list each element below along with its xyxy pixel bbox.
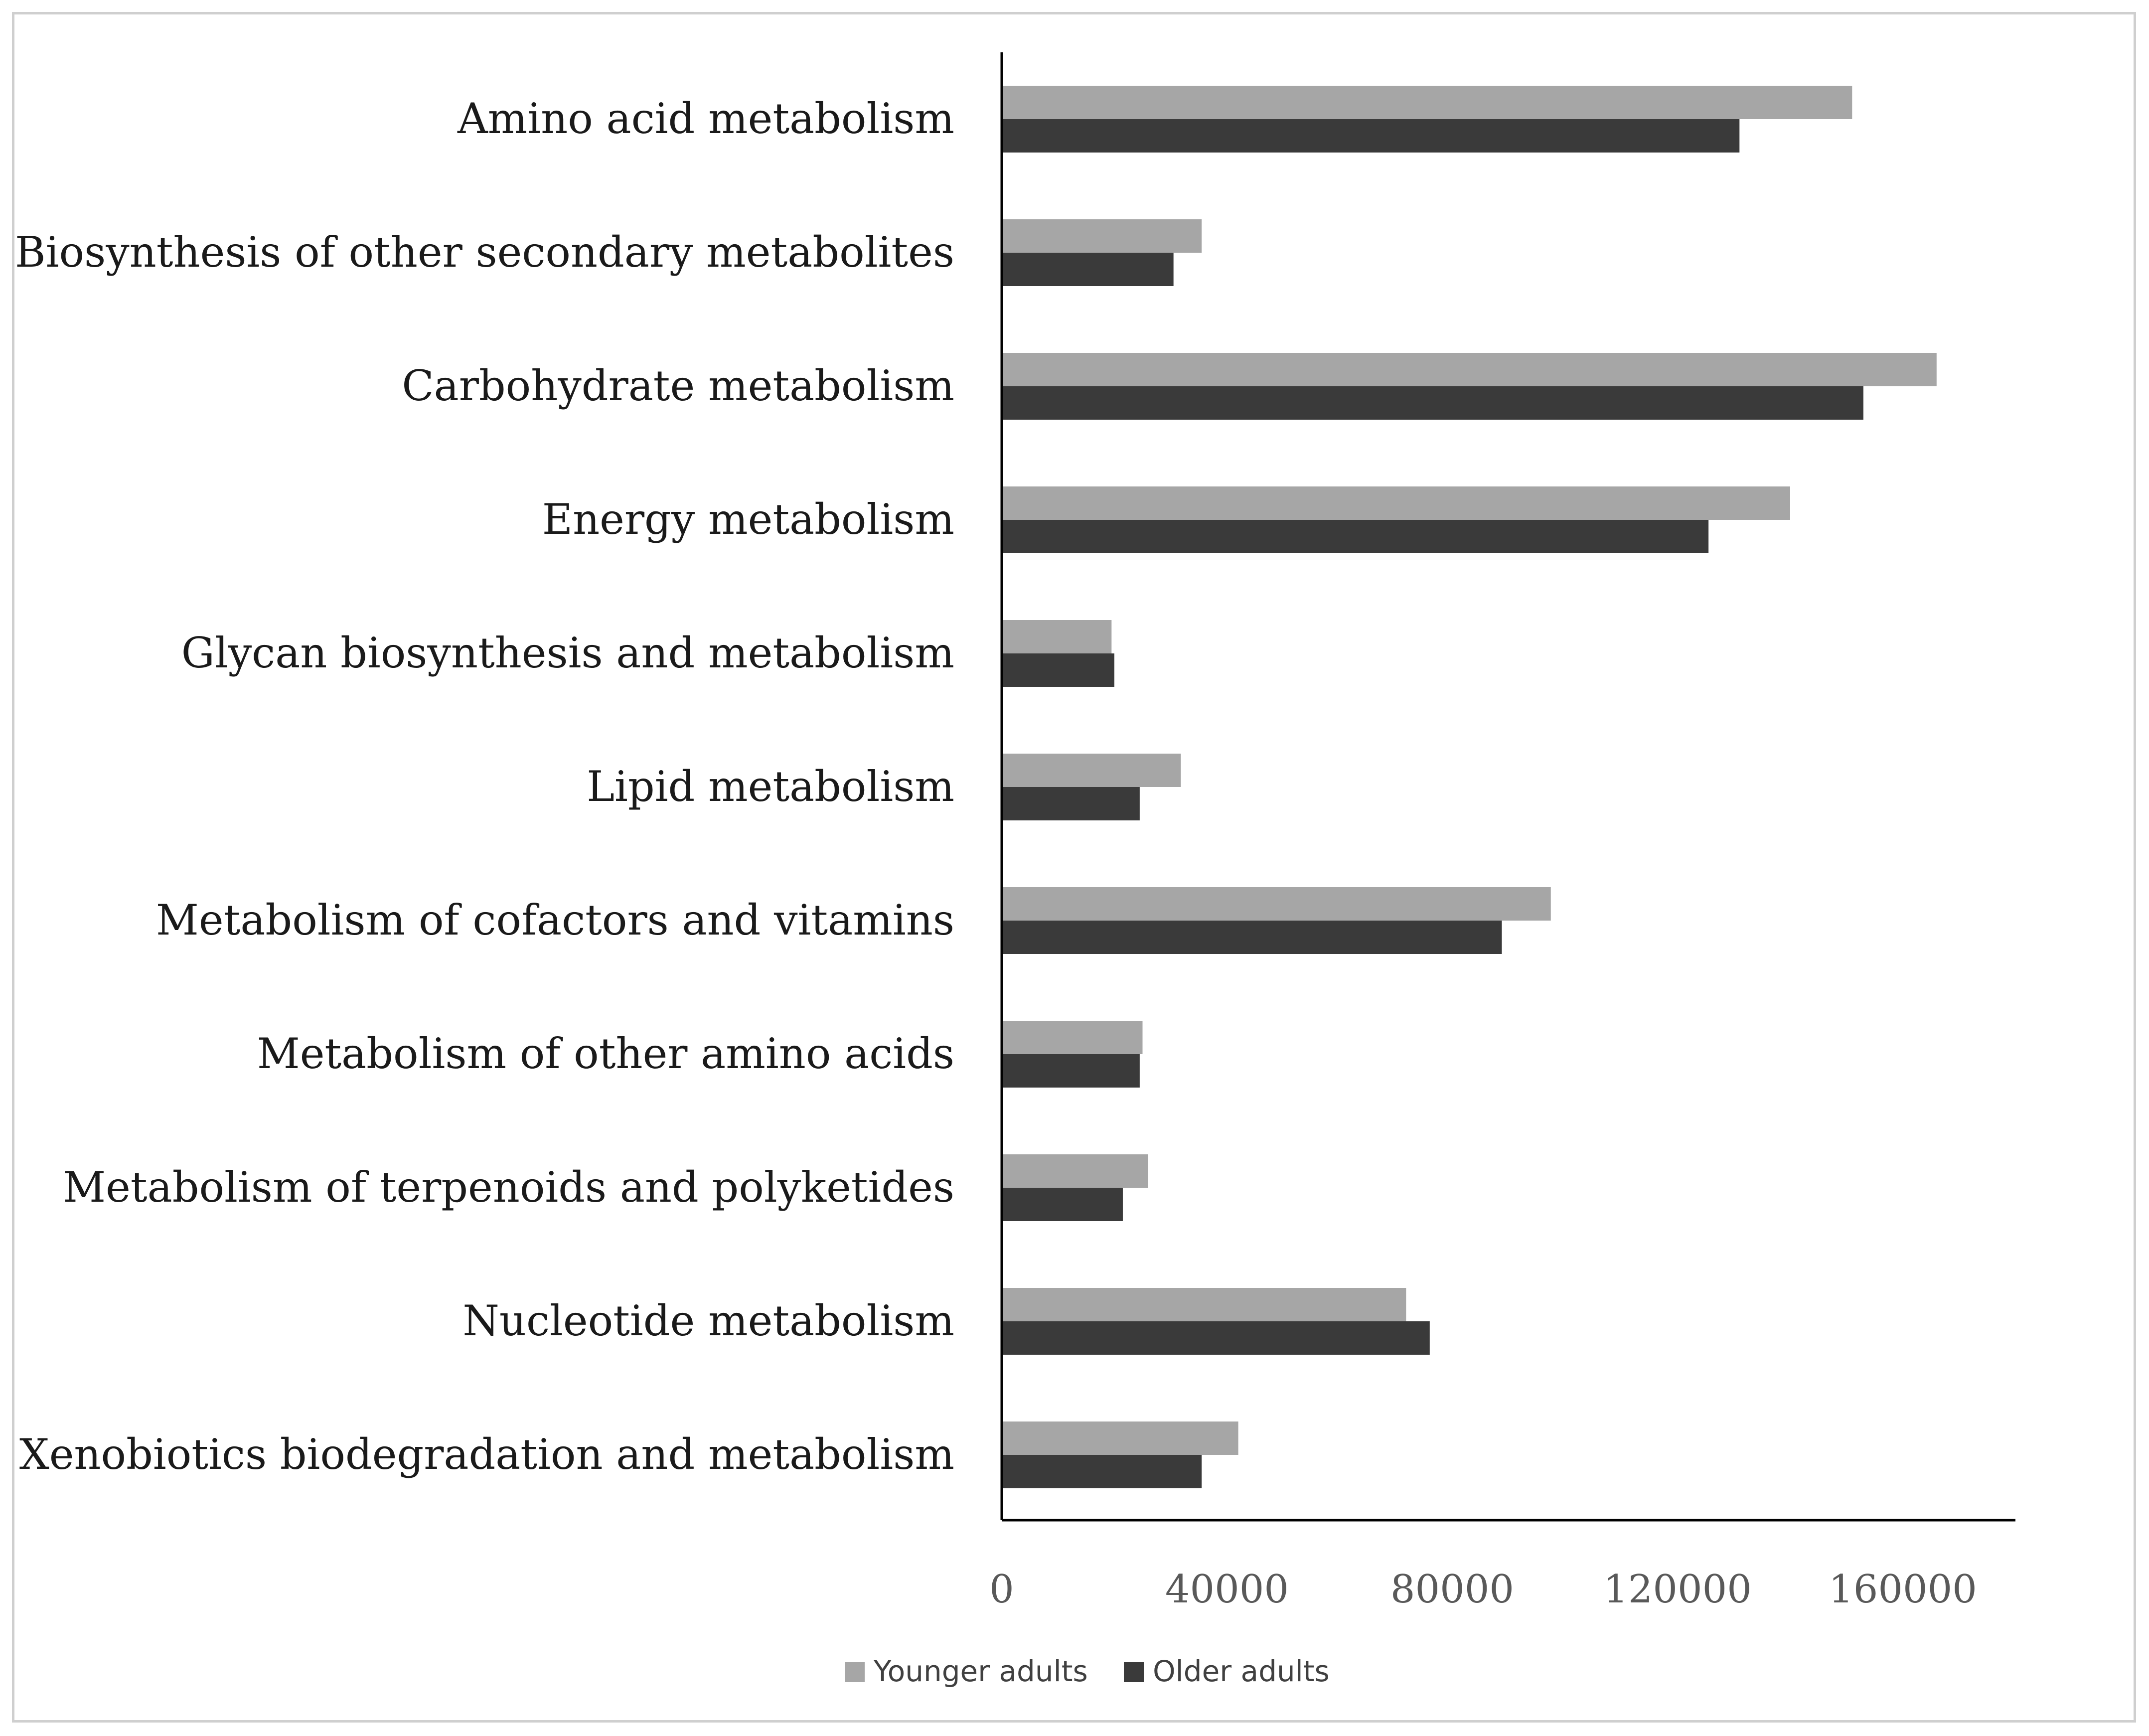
legend-label-older: Older adults xyxy=(1153,1654,1330,1688)
bar-older-5 xyxy=(1002,787,1140,820)
bar-younger-8 xyxy=(1002,1154,1148,1188)
category-label: Lipid metabolism xyxy=(587,762,954,811)
category-label: Energy metabolism xyxy=(542,495,954,544)
bar-older-9 xyxy=(1002,1321,1430,1355)
category-label: Metabolism of terpenoids and polyketides xyxy=(63,1163,954,1212)
x-tick-label: 0 xyxy=(989,1567,1014,1612)
category-label: Amino acid metabolism xyxy=(457,94,954,143)
bar-younger-7 xyxy=(1002,1021,1143,1054)
bar-older-6 xyxy=(1002,921,1502,954)
bar-older-3 xyxy=(1002,520,1708,553)
category-label: Nucleotide metabolism xyxy=(462,1296,954,1345)
legend xyxy=(845,1654,1330,1688)
bar-younger-5 xyxy=(1002,754,1181,787)
bar-younger-2 xyxy=(1002,353,1937,386)
bar-older-10 xyxy=(1002,1455,1202,1488)
bar-younger-10 xyxy=(1002,1421,1238,1455)
legend-label-younger: Younger adults xyxy=(874,1654,1088,1688)
category-label: Glycan biosynthesis and metabolism xyxy=(181,629,954,677)
x-tick-label: 160000 xyxy=(1829,1567,1977,1612)
x-tick-label: 40000 xyxy=(1165,1567,1289,1612)
category-label: Biosynthesis of other secondary metabolites xyxy=(14,228,954,277)
bar-older-2 xyxy=(1002,386,1863,420)
legend-swatch-younger xyxy=(845,1662,865,1682)
legend-swatch-older xyxy=(1124,1662,1144,1682)
x-tick-label: 80000 xyxy=(1390,1567,1515,1612)
bars-layer xyxy=(1002,86,1937,1488)
x-tick-label: 120000 xyxy=(1603,1567,1752,1612)
bar-younger-0 xyxy=(1002,86,1852,119)
category-label: Metabolism of cofactors and vitamins xyxy=(155,896,954,945)
category-label: Xenobiotics biodegradation and metabolism xyxy=(19,1430,954,1479)
bar-older-0 xyxy=(1002,119,1739,153)
bar-older-7 xyxy=(1002,1054,1140,1088)
bar-younger-6 xyxy=(1002,887,1551,921)
tick-labels xyxy=(989,1567,1977,1612)
bar-younger-4 xyxy=(1002,620,1111,653)
bar-older-1 xyxy=(1002,253,1174,286)
category-labels xyxy=(15,94,954,1479)
bar-younger-9 xyxy=(1002,1288,1406,1321)
category-label: Metabolism of other amino acids xyxy=(257,1029,954,1078)
bar-younger-3 xyxy=(1002,486,1790,520)
bar-older-4 xyxy=(1002,653,1114,687)
bar-older-8 xyxy=(1002,1188,1123,1221)
bar-younger-1 xyxy=(1002,219,1202,253)
category-label: Carbohydrate metabolism xyxy=(402,361,954,410)
